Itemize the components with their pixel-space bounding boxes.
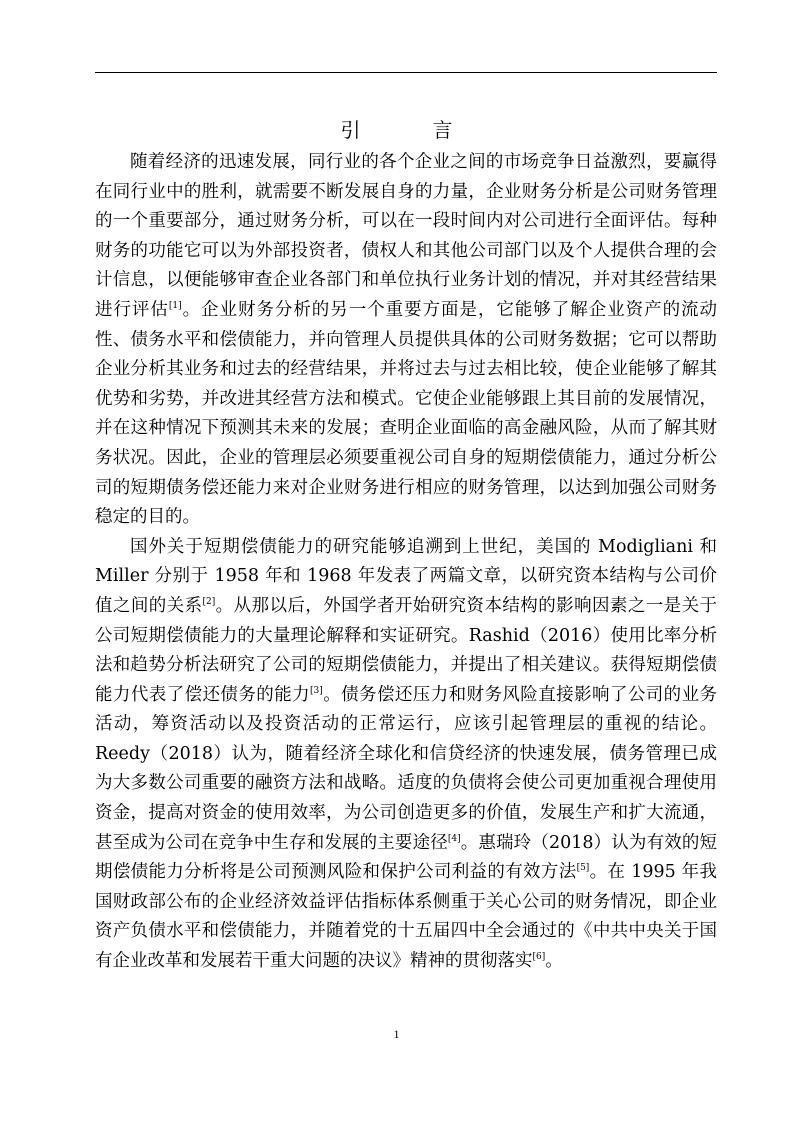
citation-marker: [3] (310, 685, 323, 696)
citation-marker: [4] (447, 833, 461, 844)
citation-marker: [1] (168, 300, 182, 311)
paragraph-text: 。债务偿还压力和财务风险直接影响了公司的业务活动，筹资活动以及投资活动的正常运行，应该引起管理层的重视的结论。Reedy（2018）认为，随着经济全球化和信贷经济的快速发展，债务管理已成为大多数公司重要的融资方法和战略。适度的负债将会使公司更加重视合理使用资金，提高对资金的使用效率，为公司创造更多的价值，发展生产和扩大流通，甚至成为公司在竞争中生存和发展的主要途径 (95, 684, 718, 853)
citation-marker: [6] (532, 952, 546, 963)
citation-marker: [2] (202, 596, 216, 607)
paragraph (95, 533, 717, 977)
paragraph-text: 国外关于短期偿债能力的研究能够追溯到上世纪，美国的 Modigliani 和 Miller 分别于 1958 年和 1968 年发表了两篇文章，以研究资本结构与公司价值之间的关系 (95, 536, 717, 616)
paragraph-text: 。 (545, 951, 563, 972)
header-rule (95, 72, 717, 73)
paragraph-text: 。从那以后，外国学者开始研究资本结构的影响因素之一是关于公司短期偿债能力的大量理论解释和实证研究。Rashid（2016）使用比率分析法和趋势分析法研究了公司的短期偿债能力，并提出了相关建议。获得短期偿债能力代表了偿还债务的能力 (95, 595, 717, 705)
page-number: 1 (393, 1027, 400, 1041)
paragraph-text: 随着经济的迅速发展，同行业的各个企业之间的市场竞争日益激烈，要赢得在同行业中的胜利，就需要不断发展自身的力量，企业财务分析是公司财务管理的一个重要部分，通过财务分析，可以在一段时间内对公司进行全面评估。每种财务的功能它可以为外部投资者，债权人和其他公司部门以及个人提供合理的会计信息，以便能够审查企业各部门和单位执行业务计划的情况，并对其经营结果进行评估 (95, 152, 717, 320)
paragraph-text: 。企业财务分析的另一个重要方面是，它能够了解企业资产的流动性、债务水平和偿债能力，并向管理人员提供具体的公司财务数据；它可以帮助企业分析其业务和过去的经营结果，并将过去与过去相比较，使企业能够了解其优势和劣势，并改进其经营方法和模式。它使企业能够跟上其目前的发展情况，并在这种情况下预测其未来的发展；查明企业面临的高金融风险，从而了解其财务状况。因此，企业的管理层必须要重视公司自身的短期偿债能力，通过分析公司的短期债务偿还能力来对企业财务进行相应的财务管理，以达到加强公司财务稳定的目的。 (95, 299, 718, 528)
body-text (95, 148, 717, 977)
paragraph-text: 。惠瑞玲（2018）认为有效的短期偿债能力分析将是公司预测风险和保护公司利益的有效方法 (95, 832, 717, 883)
citation-marker: [5] (576, 863, 590, 874)
section-heading: 引 言 (340, 118, 479, 142)
paragraph-text: 。在 1995 年我国财政部公布的企业经济效益评估指标体系侧重于关心公司的财务情况，即企业资产负债水平和偿债能力，并随着党的十五届四中全会通过的《中共中央关于国有企业改革和发展若干重大问题的决议》精神的贯彻落实 (95, 862, 717, 972)
paragraph (95, 148, 717, 533)
